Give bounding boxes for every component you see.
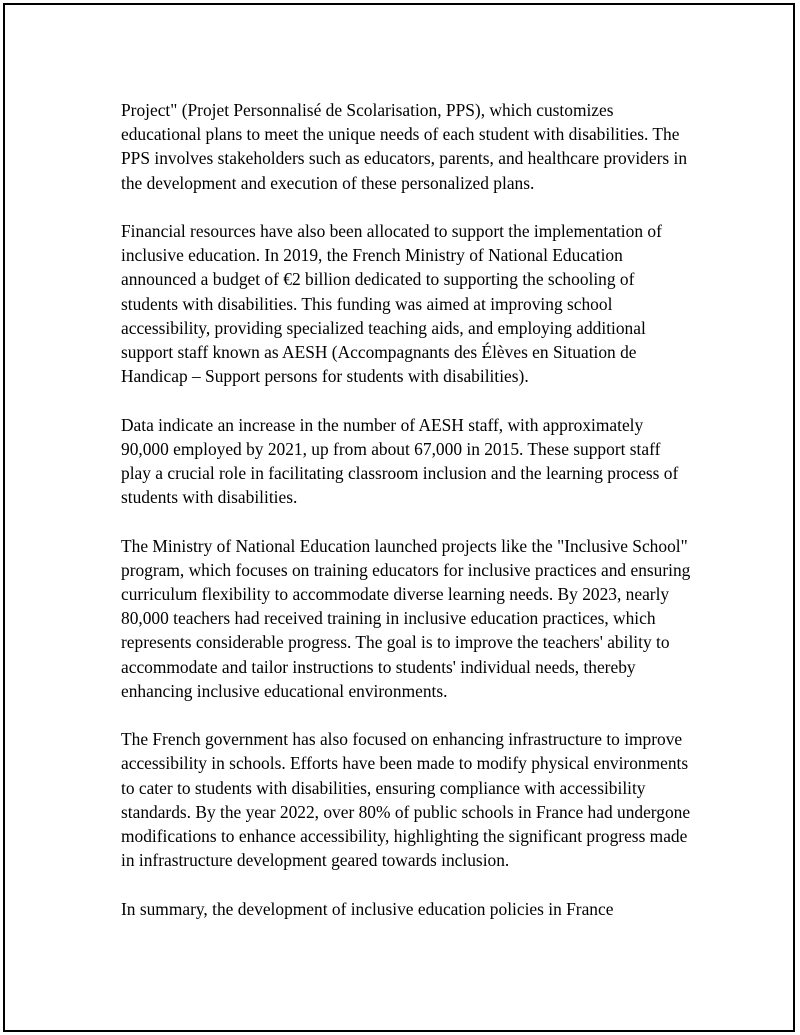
paragraph-inclusive-school-program: The Ministry of National Education launched projects like the "Inclusive School" program, which focuses on training educators for inclusive practices and ensuring curriculum flexibility to accommodate diverse learning needs. By 2023, nearly 80,000 teachers had received training in inclusive education practices, which represents considerable progress. The goal is to improve the teachers' ability to accommodate and tailor instructions to students' individual needs, thereby enhancing inclusive educational environments.: [121, 535, 691, 701]
paragraph-summary: In summary, the development of inclusive education policies in France: [121, 898, 614, 919]
document-body: [121, 98, 693, 921]
paragraph-pps-description: Project" (Projet Personnalisé de Scolarisation, PPS), which customizes educational plans to meet the unique needs of each student with disabilities. The PPS involves stakeholders such as educators, parents, and healthcare providers in the development and execution of these personalized plans.: [121, 100, 688, 193]
paragraph-infrastructure-accessibility: The French government has also focused on enhancing infrastructure to improve accessibility in schools. Efforts have been made to modify physical environments to cater to students with disabilities, ensuring compliance with accessibility standards. By the year 2022, over 80% of public schools in France had undergone modifications to enhance accessibility, highlighting the significant progress made in infrastructure development geared towards inclusion.: [121, 729, 691, 871]
paragraph-financial-resources: Financial resources have also been allocated to support the implementation of inclusive education. In 2019, the French Ministry of National Education announced a budget of €2 billion dedicated to supporting the schooling of students with disabilities. This funding was aimed at improving school accessibility, providing specialized teaching aids, and employing additional support staff known as AESH (Accompagnants des Élèves en Situation de Handicap – Support persons for students with disabilities).: [121, 221, 662, 387]
paragraph-aesh-staff-data: Data indicate an increase in the number of AESH staff, with approximately 90,000 employed by 2021, up from about 67,000 in 2015. These support staff play a crucial role in facilitating classroom inclusion and the learning process of students with disabilities.: [121, 414, 679, 508]
document-page: [3, 3, 795, 1032]
